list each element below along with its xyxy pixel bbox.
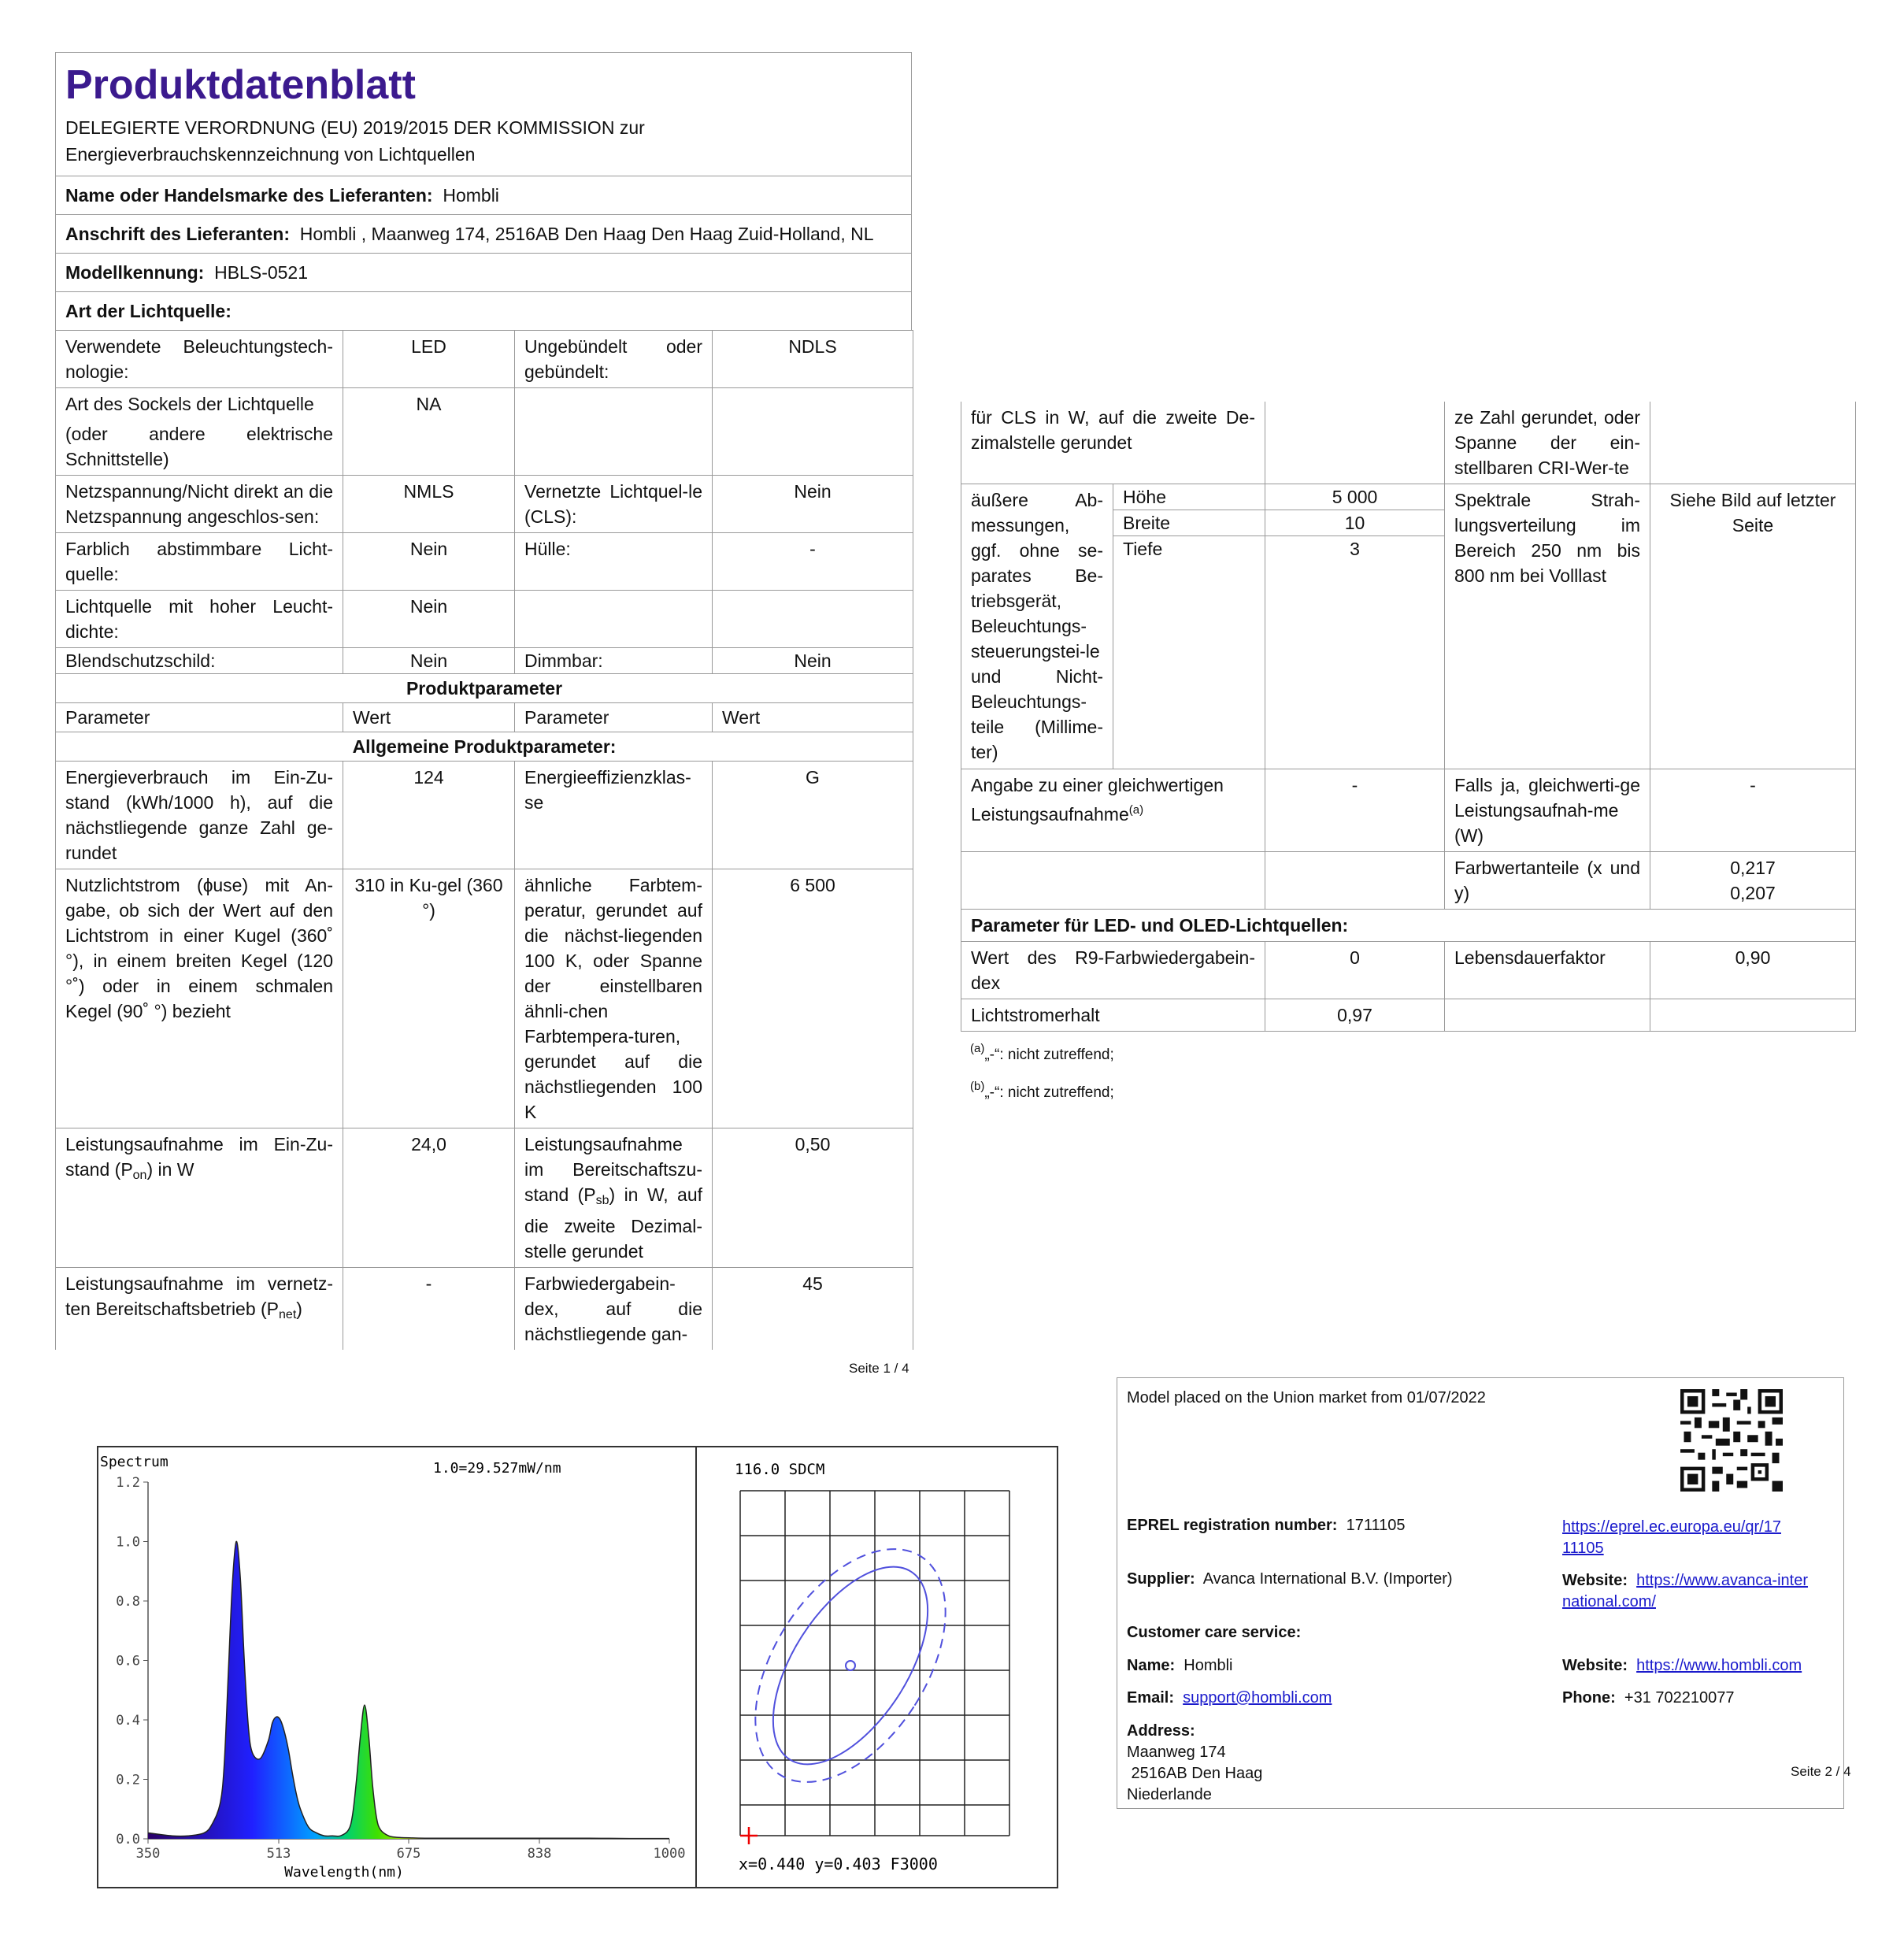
- light-source-type-row: Art der Lichtquelle:: [56, 291, 911, 330]
- contact-card: Model placed on the Union market from 01/07/2022 EPREL registration number: 1711105 https://eprel.ec.europa.eu/qr/17 11105 Supplier: Avanca International B.V. (Importer) Website: https://www.avanca-inter national.com/ Customer care service: Name: Hombli Website: https://www.hombli.com Email: support@hombli.com Phone: +31 702210077 Address: Maanweg 174 2516AB Den Haag Niederlande: [1117, 1377, 1844, 1809]
- avanca-website-link[interactable]: https://www.avanca-inter national.com/: [1562, 1572, 1808, 1610]
- table-row: Verwendete Beleuchtungstech-nologie: LED Ungebündelt oder gebündelt: NDLS: [56, 331, 913, 388]
- phone-info: Phone: +31 702210077: [1562, 1689, 1735, 1707]
- datasheet-page-2: [961, 402, 1858, 1110]
- table-row: Blendschutzschild: Nein Dimmbar: Nein: [56, 648, 913, 674]
- x-tick-label: 1000: [653, 1846, 686, 1862]
- y-tick-label: 0.0: [116, 1832, 140, 1847]
- table-row: [56, 674, 913, 703]
- table-row: Lichtquelle mit hoher Leucht-dichte: Nein: [56, 591, 913, 648]
- y-tick-label: 0.6: [116, 1653, 140, 1670]
- chromaticity-chart: [697, 1447, 1057, 1887]
- table-row: Lichtstromerhalt 0,97: [961, 999, 1856, 1032]
- postal-address: Address: Maanweg 174 2516AB Den Haag Niederlande: [1127, 1722, 1263, 1803]
- eprel-link[interactable]: https://eprel.ec.europa.eu/qr/17 11105: [1562, 1518, 1781, 1557]
- eprel-registration: EPREL registration number: 1711105: [1127, 1517, 1406, 1534]
- table-row: Netzspannung/Nicht direkt an die Netzspannung angeschlos-sen: NMLS Vernetzte Lichtquel-le (CLS): Nein: [56, 476, 913, 533]
- table-row: Angabe zu einer gleichwertigen Leistungsaufnahme$^{(a)}$ - Falls ja, gleichwerti-ge Leistungsaufnah-me (W) -: [961, 769, 1856, 852]
- table-row: Tiefe 3: [961, 536, 1856, 769]
- y-tick-label: 1.2: [116, 1475, 140, 1491]
- model-id-row: Modellkennung: HBLS-0521: [56, 253, 911, 291]
- table-row: Nutzlichtstrom (ɸuse) mit An-gabe, ob sich der Wert auf den Lichtstrom in einer Kugel (360˚ °), in einem breiten Kegel (120 °˚) oder in einem schmalen Kegel (90˚ °) bezieht 310 in Ku-gel (360 °) ähnliche Farbtem-peratur, gerundet auf die nächst-liegenden 100 K, oder Spanne der einstellbaren ähnli-chen Farbtempera-turen, gerundet auf die nächstliegenden 100 K 6 500: [56, 869, 913, 1128]
- table-row: [961, 910, 1856, 942]
- table-row: [56, 732, 913, 762]
- spectrum-figure: [97, 1446, 1058, 1888]
- x-tick-label: 675: [396, 1846, 421, 1862]
- customer-care-heading: Customer care service:: [1127, 1624, 1302, 1641]
- qr-code-icon: [1680, 1389, 1783, 1492]
- chart-axes: [116, 1475, 685, 1862]
- datasheet-table-1: [55, 330, 913, 1350]
- x-tick-label: 350: [135, 1846, 161, 1862]
- footnote-b: $^{(b)}$„-“: nicht zutreffend;: [970, 1080, 1114, 1101]
- support-email-link[interactable]: support@hombli.com: [1183, 1689, 1332, 1707]
- page-title: Produktdatenblatt: [65, 62, 416, 108]
- market-date: Model placed on the Union market from 01/07/2022: [1127, 1389, 1486, 1406]
- table-row: Art des Sockels der Lichtquelle (oder andere elektrische Schnittstelle) NA: [56, 388, 913, 476]
- footnotes: [961, 1032, 1858, 1110]
- chromaticity-caption: x=0.440 y=0.403 F3000: [739, 1855, 938, 1873]
- section-header: Parameter für LED- und OLED-Lichtquellen:: [961, 910, 1856, 942]
- x-tick-label: 838: [527, 1846, 552, 1862]
- supplier-info: Supplier: Avanca International B.V. (Importer): [1127, 1570, 1453, 1588]
- table-row: Farbwertanteile (x und y) 0,217 0,207: [961, 852, 1856, 910]
- table-row: für CLS in W, auf die zweite De-zimalstelle gerundet ze Zahl gerundet, oder Spanne der ein-stellbaren CRI-Wer-te: [961, 402, 1856, 484]
- contact-name: Name: Hombli: [1127, 1657, 1233, 1674]
- table-row: Farblich abstimmbare Licht-quelle: Nein Hülle: -: [56, 533, 913, 591]
- page-number: Seite 1 / 4: [849, 1361, 909, 1376]
- table-row: Leistungsaufnahme im Ein-Zu-stand $(P_{on})$ in W 24,0 Leistungsaufnahme im Bereitschaftszu-stand $(P_{sb})$ in W, auf die zweite Dezimal-stelle gerundet 0,50: [56, 1128, 913, 1268]
- chart-title: Spectrum: [100, 1454, 169, 1470]
- spectrum-area: [148, 1541, 669, 1839]
- spectrum-chart: [98, 1447, 697, 1887]
- hombli-website-link[interactable]: https://www.hombli.com: [1636, 1657, 1802, 1674]
- spectrum-plot: [148, 1541, 669, 1839]
- table-row: Energieverbrauch im Ein-Zu-stand (kWh/1000 h), auf die nächstliegende ganze Zahl ge-rundet 124 Energieeffizienzklas-se G: [56, 762, 913, 869]
- supplier-address-row: Anschrift des Lieferanten: Hombli , Maanweg 174, 2516AB Den Haag Den Haag Zuid-Holland, NL: [56, 214, 911, 253]
- y-tick-label: 0.4: [116, 1713, 140, 1729]
- x-tick-label: 513: [266, 1846, 291, 1862]
- page-number: Seite 2 / 4: [1791, 1764, 1851, 1779]
- datasheet-table-2: [961, 402, 1856, 1032]
- y-tick-label: 1.0: [116, 1534, 140, 1551]
- table-row: äußere Ab-messungen, ggf. ohne se-parates Be-triebsgerät, Beleuchtungs-steuerungstei-le und Nicht-Beleuchtungs-teile (Millime-ter) Höhe 5 000 Spektrale Strah-lungsverteilung im Bereich 250 nm bis 800 nm bei Volllast Siehe Bild auf letzter Seite: [961, 484, 1856, 510]
- section-header: Allgemeine Produktparameter:: [56, 732, 913, 762]
- sdcm-title: 116.0 SDCM: [735, 1461, 825, 1478]
- datasheet-header: [55, 52, 912, 330]
- x-axis-label: Wavelength(nm): [284, 1864, 404, 1881]
- table-row: Wert des R9-Farbwiedergabein-dex 0 Lebensdauerfaktor 0,90: [961, 942, 1856, 999]
- chromaticity-grid: [740, 1491, 1009, 1836]
- y-tick-label: 0.2: [116, 1772, 140, 1788]
- supplier-name-row: Name oder Handelsmarke des Lieferanten: Hombli: [56, 176, 911, 214]
- table-row: Breite 10: [961, 510, 1856, 536]
- datasheet-page-1: [55, 52, 912, 1350]
- y-tick-label: 0.8: [116, 1594, 140, 1610]
- footnote-a: $^{(a)}$„-“: nicht zutreffend;: [970, 1042, 1114, 1063]
- chromaticity-point: [846, 1661, 855, 1670]
- regulation-reference: DELEGIERTE VERORDNUNG (EU) 2019/2015 DER KOMMISSION zur Energieverbrauchskennzeichnung von Lichtquellen: [65, 117, 645, 165]
- chart-subtitle: 1.0=29.527mW/nm: [433, 1460, 561, 1477]
- origin-marker: [740, 1827, 758, 1844]
- section-header: Produktparameter: [56, 674, 913, 703]
- table-row: Parameter Wert Parameter Wert: [56, 703, 913, 732]
- table-row: Leistungsaufnahme im vernetz-ten Bereitschaftsbetrieb $(P_{net})$ - Farbwiedergabein-dex, auf die nächstliegende gan- 45: [56, 1268, 913, 1351]
